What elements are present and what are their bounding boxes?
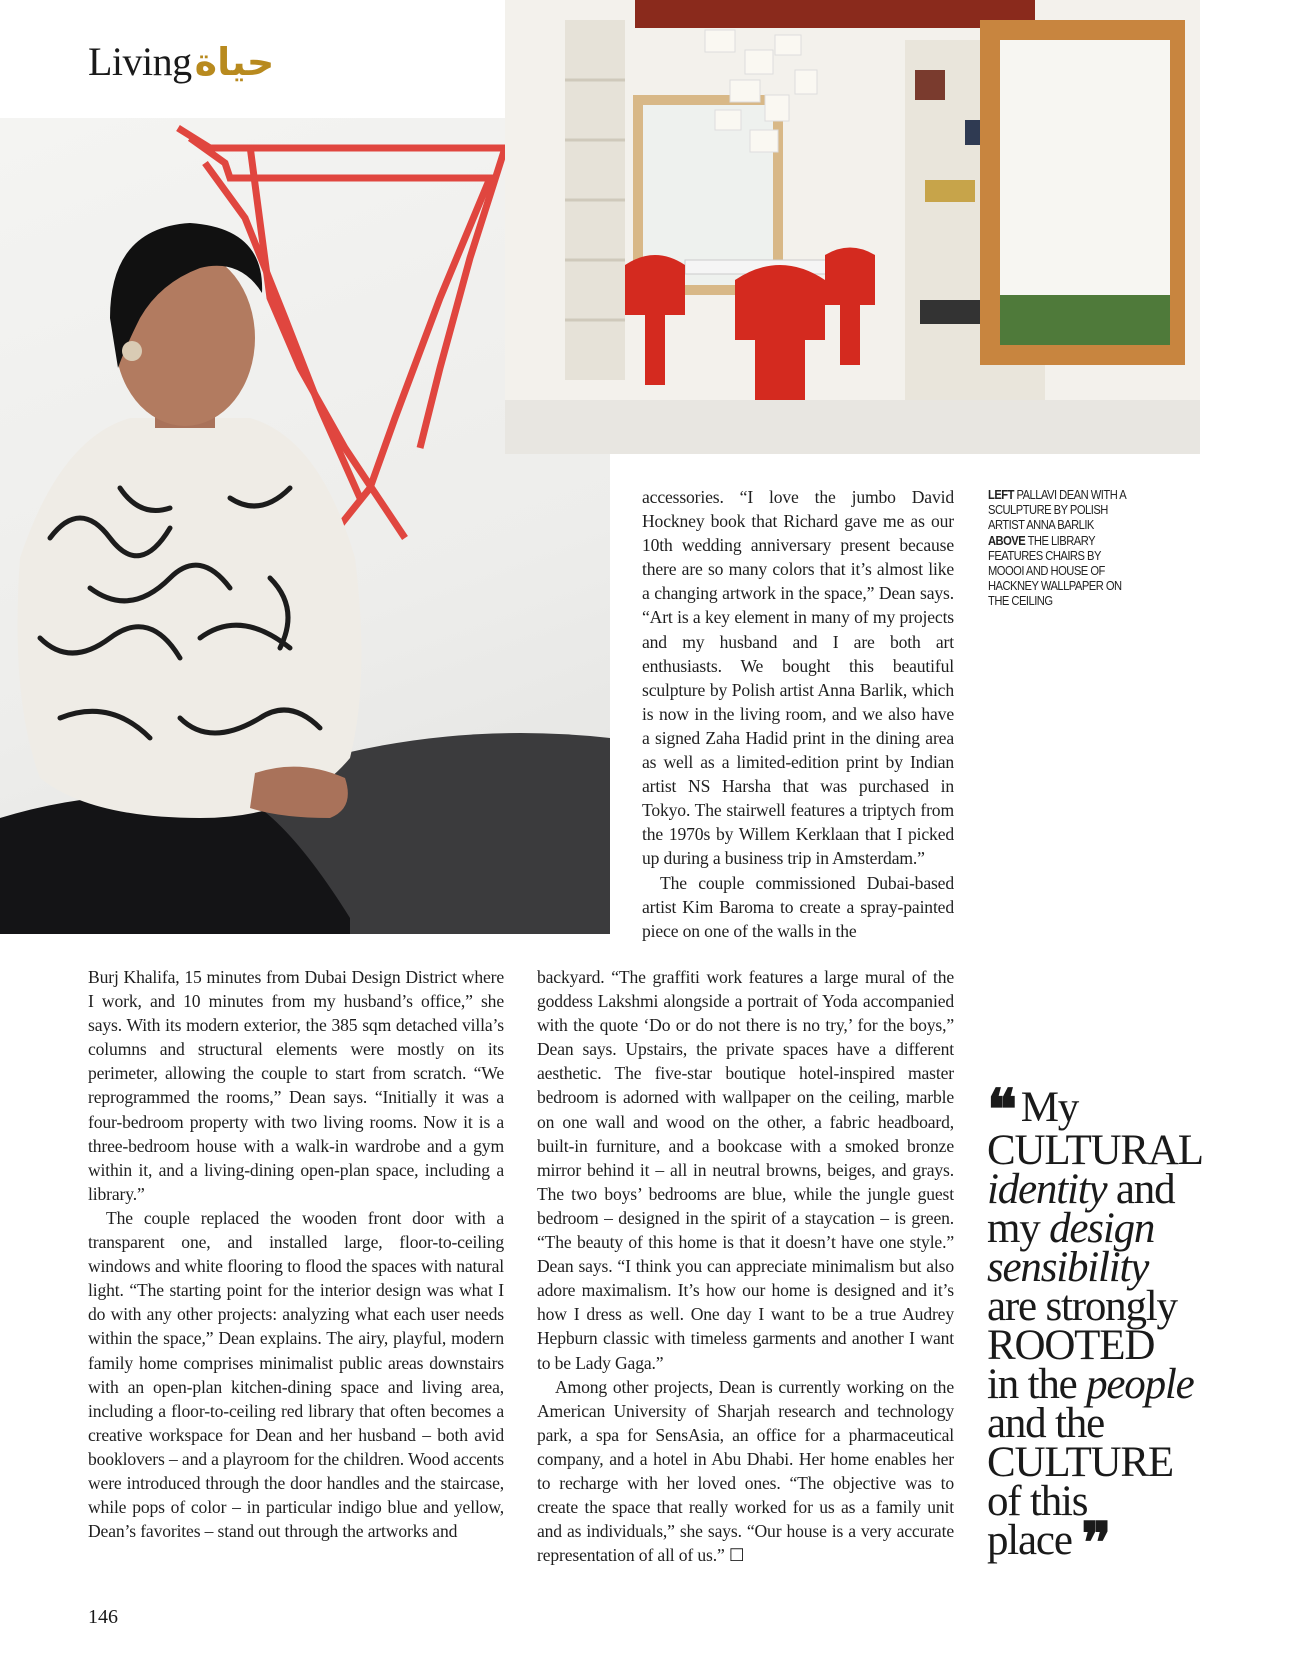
left-text-column [88,965,504,1543]
earring [122,341,142,361]
caption-text-above: THE LIBRARY FEATURES CHAIRS BY MOOOI AND HOUSE OF HACKNEY WALLPAPER ON THE CEILING [988,532,1122,609]
hand [250,767,348,818]
pull-quote-text: in the [987,1361,1077,1408]
pull-quote-text: identity [987,1166,1107,1213]
library-photo [505,0,1200,454]
pull-quote-text: sensibility [987,1244,1149,1291]
pull-quote-text: ROOTED [987,1322,1155,1369]
pull-quote-text: My [1020,1084,1079,1131]
paragraph: accessories. “I love the jumbo David Hockney book that Richard gave me as our 10th wedding anniversary present because there are so many colors that it’s almost like a changing artwork in the space,” Dean says. “Art is a key element in many of my projects and my husband and I are both art enthusiasts. We bought this beautiful sculpture by Polish artist Anna Barlik, which is now in the living room, and we also have a signed Zaha Hadid print in the dining area as well as a limited-edition print by Indian artist NS Harsha that was purchased in Tokyo. The stairwell features a triptych from the 1970s by Willem Kerklaan that I picked up during a business trip in Amsterdam.” [642,487,954,869]
paragraph: Among other projects, Dean is currently working on the American University of Sharjah research and technology park, a spa for SensAsia, an office for a pharmaceutical company, and a hotel in Abu Dhabi. Her home enables her to recharge with her loved ones. “The objective was to create the space that really worked for us as a family unit and as individuals,” she says. “Our house is a very accurate representation of all of us.” ☐ [537,1376,954,1566]
pull-quote-text: and [1115,1166,1175,1213]
pull-quote-text: people [1086,1361,1194,1408]
paragraph: The couple commissioned Dubai-based artist Kim Baroma to create a spray-painted piece on one of the walls in the [642,872,954,941]
pull-quote-text: my [987,1205,1040,1252]
pull-quote-text: design [1049,1205,1155,1252]
section-header [88,38,274,88]
pull-quote-text: of this [987,1478,1088,1525]
paragraph: Burj Khalifa, 15 minutes from Dubai Design District where I work, and 10 minutes from my husband’s office,” she says. With its modern exterior, the 385 sqm detached villa’s columns and structural elements were mostly on its perimeter, allowing the couple to start from scratch. “We reprogrammed the rooms,” Dean says. “Initially it was a four-bedroom property with two living rooms. Now it is a three-bedroom house with a walk-in wardrobe and a gym within it, and a living-dining open-plan space, including a library.” [88,967,504,1204]
grass [1000,295,1170,345]
section-title-arabic: حياة [194,40,275,84]
caption-label-left: LEFT [988,487,1014,502]
pull-quote-text: are strongly [987,1283,1177,1330]
library-illustration [505,0,1200,454]
pull-quote-text: place [987,1517,1072,1564]
section-title-english: Living [88,39,192,84]
middle-text-column [537,965,954,1567]
caption-text-left: PALLAVI DEAN WITH A SCULPTURE BY POLISH ARTIST ANNA BARLIK [988,487,1126,533]
photo-caption [988,487,1126,609]
paragraph: The couple replaced the wooden front door with a transparent one, and installed large, floor-to-ceiling windows and white flooring to flood the spaces with natural light. “The starting point for the interior design was what I do with any other projects: analyzing what each user needs within the space,” Dean explains. The airy, playful, modern family home comprises minimalist public areas downstairs with an open-plan kitchen-dining space and living area, including a floor-to-ceiling red library that often becomes a creative workspace for Dean and her husband – both avid booklovers – and a playroom for the children. Wood accents were introduced through the door handles and the staircase, while pops of color – in particular indigo blue and yellow, Dean’s favorites – stand out through the artworks and [88,1207,504,1542]
pull-quote-text: CULTURAL [987,1127,1203,1174]
pull-quote-text: CULTURE [987,1439,1173,1486]
floor [505,400,1200,454]
pull-quote-text: and the [987,1400,1104,1447]
caption-label-above: ABOVE [988,532,1026,548]
close-quote-mark: ❞ [1081,1513,1106,1575]
paragraph: backyard. “The graffiti work features a large mural of the goddess Lakshmi alongside a portrait of Yoda accompanied with the quote ‘Do or do not there is no try,’ for the boys,” Dean says. Upstairs, the private spaces have a different aesthetic. The five-star boutique hotel-inspired master bedroom is adorned with wallpaper on the ceiling, marble on one wall and wood on the other, a fabric headboard, built-in furniture, and a bookcase with a smoked bronze mirror behind it – all in neutral browns, beiges, and grays. The two boys’ bedrooms are blue, while the jungle guest bedroom – designed in the spirit of a staycation – is green. “The beauty of this home is that it doesn’t have one style.” Dean says. “I think you can appreciate minimalism but also adore maximalism. It’s how our home is designed and it’s how I dress as well. One day I want to be a true Audrey Hepburn classic with timeless garments and another I want to be Lady Gaga.” [537,967,954,1373]
ceiling-wallpaper [635,0,1035,28]
open-quote-mark: ❝ [987,1080,1012,1142]
upper-text-column [642,485,954,943]
patterned-top [18,418,362,818]
pull-quote [987,1080,1217,1575]
page-number: 146 [88,1606,118,1628]
